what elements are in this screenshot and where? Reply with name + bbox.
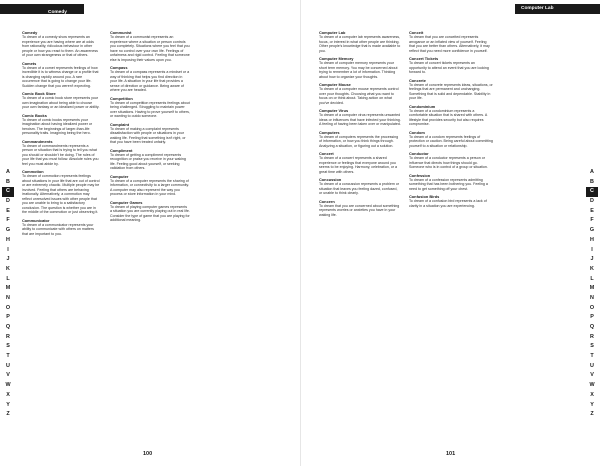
entry-term: Computer Memory [319, 56, 354, 61]
entry-definition: To dream of a concussion represents a problem or situation that leaves you feeling dazed, confused, or unable to think clearly. [319, 182, 400, 195]
index-letter-e[interactable]: E [6, 207, 10, 214]
dictionary-entry [22, 218, 100, 237]
dictionary-entry [409, 104, 493, 127]
index-letter-t[interactable]: T [590, 353, 594, 360]
entry-definition: To dream of making a complaint represents dissatisfaction with people or situations in your waking life. Feeling that something isn't right, or that you have been treated unfairly. [110, 126, 186, 144]
dictionary-entry [22, 91, 100, 110]
left-column-1 [22, 30, 100, 239]
entry-term: Computer Lab [319, 30, 346, 35]
dictionary-entry [319, 108, 401, 127]
index-letter-g[interactable]: G [589, 227, 595, 234]
entry-term: Concern [319, 198, 335, 204]
index-letter-v[interactable]: V [6, 372, 10, 379]
entry-definition: To dream of a concert represents a shared experience or feelings that everyone around you seems to be enjoying. Harmony, celebration, or a great time with others. [319, 156, 398, 174]
entry-term: Conceit [409, 30, 424, 35]
index-letter-w[interactable]: W [589, 382, 595, 389]
dictionary-entry [22, 113, 100, 136]
entry-term: Computer Virus [319, 108, 349, 113]
dictionary-entry [110, 200, 190, 223]
index-letter-h[interactable]: H [590, 236, 594, 243]
entry-term: Compliment [110, 147, 133, 153]
entry-term: Complaint [110, 121, 130, 127]
entry-term: Confession [409, 172, 431, 178]
index-letter-u[interactable]: U [6, 362, 10, 369]
right-column-1 [319, 30, 401, 220]
index-letter-r[interactable]: R [6, 333, 10, 340]
dictionary-entry [409, 130, 493, 149]
entry-definition: To dream of a compass represents a mindset or a way of thinking that helps you find direction in your life. A situation in your life that provides a sense of direction or guidance. Being aware of where you are headed. [110, 70, 190, 92]
right-column-2 [409, 30, 493, 211]
dictionary-entry [319, 199, 401, 218]
dictionary-entry [319, 151, 401, 174]
dictionary-entry [22, 61, 100, 89]
index-letter-d[interactable]: D [590, 198, 594, 205]
entry-definition: To dream of computers represents the processing of information, or how you think things through. Analyzing a situation, or figuring out a solution. [319, 134, 399, 148]
index-letter-k[interactable]: K [590, 265, 594, 272]
index-letter-l[interactable]: L [590, 275, 594, 282]
entry-definition: To dream of a confession represents admitting something that has been bothering you. Feeling a need to get something off your chest. [409, 177, 488, 191]
entry-term: Communist [110, 30, 132, 35]
index-letter-x[interactable]: X [590, 391, 594, 398]
index-letter-r[interactable]: R [590, 333, 594, 340]
index-letter-j[interactable]: J [6, 256, 10, 263]
index-letter-v[interactable]: V [590, 372, 594, 379]
entry-term: Communicator [22, 217, 50, 223]
dictionary-entry [110, 96, 190, 119]
dictionary-entry [110, 148, 190, 171]
entry-term: Comic Books [22, 112, 47, 118]
entry-term: Commandments [22, 138, 53, 144]
entry-term: Computer Mouse [319, 82, 351, 87]
entry-definition: To dream of a comet represents feelings of how incredible it is to witness change or a profile that is changing rapidly around you. A rare occurrence that is going to change your life. Sudden change that you weren't expecting. [22, 65, 99, 88]
dictionary-entry [22, 169, 100, 215]
index-letter-p[interactable]: P [6, 314, 10, 321]
index-letter-c[interactable]: C [586, 187, 598, 197]
entry-term: Computer [110, 173, 129, 179]
index-letter-q[interactable]: Q [5, 324, 11, 330]
left-header-title: Comedy [48, 10, 67, 15]
entry-definition: To dream of comic books represents your imagination about having idealized power or heroism. The beginnings of larger-than-life personality traits. Imagining being the hero. [22, 117, 93, 135]
dictionary-entry [409, 194, 493, 208]
left-header-bar [0, 4, 84, 14]
entry-definition: To dream of a computer lab represents awareness, focus, or interest in what other people are thinking. Other people's knowledge that is made available to you. [319, 35, 401, 53]
dictionary-entry [110, 122, 190, 145]
dictionary-entry [22, 30, 100, 58]
entry-term: Concrete [409, 77, 426, 83]
index-letter-l[interactable]: L [6, 275, 10, 282]
entry-definition: To dream of getting a compliment represents recognition or praise you receive in your waking life. Feeling good about yourself, or seeking validation from others. [110, 152, 186, 170]
entry-definition: To dream of commandments represents a person or situation that is trying to tell you what you should or shouldn't be doing. The rules of your life that you must follow. Absolute rules you feel you must abide by. [22, 143, 99, 166]
index-letter-e[interactable]: E [590, 207, 594, 214]
dictionary-entry [319, 177, 401, 196]
index-letter-p[interactable]: P [590, 314, 594, 321]
entry-definition: To dream of concert tickets represents an opportunity to attend an event that you are looking forward to. [409, 61, 489, 74]
index-letter-f[interactable]: F [590, 217, 594, 224]
dictionary-entry [319, 130, 401, 149]
index-letter-b[interactable]: B [590, 178, 594, 185]
entry-term: Conductor [409, 151, 429, 156]
entry-term: Condominium [409, 103, 436, 109]
index-letter-q[interactable]: Q [589, 324, 595, 330]
index-letter-m[interactable]: M [589, 285, 595, 292]
dictionary-entry [110, 174, 190, 197]
index-letter-x[interactable]: X [6, 391, 10, 398]
index-letter-a[interactable]: A [590, 169, 594, 175]
left-page-number: 100 [143, 451, 153, 457]
index-letter-y[interactable]: Y [590, 401, 594, 408]
dictionary-entry [319, 30, 401, 53]
index-letter-n[interactable]: N [6, 294, 10, 301]
dictionary-entry [22, 139, 100, 167]
entry-term: Competition [110, 95, 133, 101]
entry-definition: To dream of a condominium represents a comfortable situation that is shared with others. A lifestyle that provides security but also requires compromise. [409, 108, 488, 126]
index-letter-s[interactable]: S [6, 343, 10, 350]
index-letter-f[interactable]: F [6, 217, 10, 224]
dictionary-entry [409, 78, 493, 101]
index-letter-i[interactable]: I [7, 246, 9, 253]
index-letter-b[interactable]: B [6, 178, 10, 185]
index-letter-o[interactable]: O [589, 304, 595, 311]
entry-term: Computer Games [110, 199, 143, 205]
entry-definition: To dream of competition represents feelings about being challenged. Struggling to maintain power over situations. Having to prove yourself to others, or wanting to outdo someone. [110, 100, 190, 118]
entry-definition: To dream that you are conceited represents arrogance or an inflated view of yourself. Feeling that you are better than others. Alternatively, it may reflect that you need more confidence in yourself. [409, 35, 490, 53]
dictionary-entry [319, 82, 401, 105]
index-letter-o[interactable]: O [5, 304, 11, 311]
index-letter-z[interactable]: Z [590, 411, 594, 418]
entry-definition: To dream of a computer mouse represents control over your thoughts. Choosing what you want to focus on or think about. Taking action on what you've decided. [319, 87, 399, 105]
left-alphabet-index [2, 168, 14, 420]
entry-definition: To dream of a computer represents the sharing of information, or connectivity to a larger community. A computer may also represent the way you process or store information in your mind. [110, 178, 190, 196]
dictionary-entry [319, 56, 401, 79]
index-letter-a[interactable]: A [6, 169, 10, 175]
dictionary-entry [409, 56, 493, 75]
index-letter-m[interactable]: M [5, 285, 11, 292]
entry-term: Comets [22, 60, 37, 66]
right-page [300, 0, 600, 466]
entry-definition: To dream of playing computer games represents a situation you are currently playing out in real life. Consider the type of game that you are playing for additional meaning. [110, 204, 190, 222]
left-column-2 [110, 30, 190, 226]
index-letter-d[interactable]: D [6, 198, 10, 205]
entry-term: Comedy [22, 30, 38, 35]
right-alphabet-index [586, 168, 598, 420]
index-letter-n[interactable]: N [590, 294, 594, 301]
dictionary-entry [409, 173, 493, 192]
index-letter-h[interactable]: H [6, 236, 10, 243]
right-header-bar [515, 4, 600, 14]
entry-term: Comic Book Store [22, 91, 56, 96]
entry-definition: To dream of computer memory represents your short term memory. You may be concerned about trying to remember a lot of information. Thinking about how to organize your thoughts. [319, 61, 398, 79]
index-letter-c[interactable]: C [2, 187, 14, 197]
dictionary-entry [409, 151, 493, 170]
entry-term: Confusion Birds [409, 194, 440, 199]
index-letter-w[interactable]: W [5, 382, 11, 389]
index-letter-g[interactable]: G [5, 227, 11, 234]
index-letter-s[interactable]: S [590, 343, 594, 350]
entry-definition: To dream of commotion represents feelings about situations in your life that are out of control or are extremely chaotic. Multiple people may be involved. Feeling that others are behaving irrationally. Alternatively, a commotion may reflect unresolved issues with other people that you are unable to bring to a satisfactory conclusion. The question is whether you are in the middle of the commotion or just observing it. [22, 174, 100, 214]
right-page-number: 101 [446, 451, 456, 457]
entry-term: Concert Tickets [409, 56, 439, 61]
entry-definition: To dream of a comedy show represents an experience you are having where are at odds from rationality, ridiculous behaviour in other people or how you react to them. An awareness of your own strangeness or that of others. [22, 35, 98, 57]
entry-definition: To dream of concrete represents ideas, situations, or feelings that are permanent and unchanging. Something that is solid and dependable. Stability in your life. [409, 82, 493, 100]
entry-definition: To dream of a computer virus represents unwanted ideas or influences that have infected your thinking. A feeling of having been taken over or manipulated. [319, 113, 401, 126]
entry-definition: To dream of a comic book store represents your own imagination about being able to choose your own fantasy or an idealized power or ability. [22, 96, 100, 109]
index-letter-k[interactable]: K [6, 265, 10, 272]
right-header-title: Computer Lab [521, 6, 554, 11]
entry-term: Computers [319, 129, 340, 135]
entry-term: Compass [110, 65, 128, 70]
entry-definition: To dream of a confusion bird represents a lack of clarity in a situation you are experiencing. [409, 199, 487, 208]
index-letter-i[interactable]: I [591, 246, 593, 253]
entry-term: Condom [409, 129, 425, 135]
entry-definition: To dream of a conductor represents a person or influence that directs how things should go. Someone who is in control of a group or situation. [409, 156, 488, 169]
entry-definition: To dream of a condom represents feelings of protection or caution. Being careful about committing yourself to a situation or relationship. [409, 134, 493, 148]
entry-term: Commotion [22, 169, 44, 174]
dictionary-entry [409, 30, 493, 53]
index-letter-j[interactable]: J [590, 256, 594, 263]
index-letter-u[interactable]: U [590, 362, 594, 369]
dictionary-entry [110, 65, 190, 93]
index-letter-t[interactable]: T [6, 353, 10, 360]
entry-definition: To dream of a communicator represents your ability to communicate with others on matters that are important to you. [22, 222, 94, 236]
entry-term: Concussion [319, 177, 342, 182]
dictionary-entry [110, 30, 190, 62]
index-letter-y[interactable]: Y [6, 401, 10, 408]
entry-term: Concert [319, 151, 334, 156]
entry-definition: To dream that you are concerned about something represents worries or anxieties you have in your waking life. [319, 203, 400, 217]
entry-definition: To dream of a communist represents an experience where a situation or person controls you completely. Situations where you feel that you have no control over your own life. Feelings of unfairness and rigid control. Feeling that someone else is imposing their values upon you. [110, 35, 190, 62]
index-letter-z[interactable]: Z [6, 411, 10, 418]
